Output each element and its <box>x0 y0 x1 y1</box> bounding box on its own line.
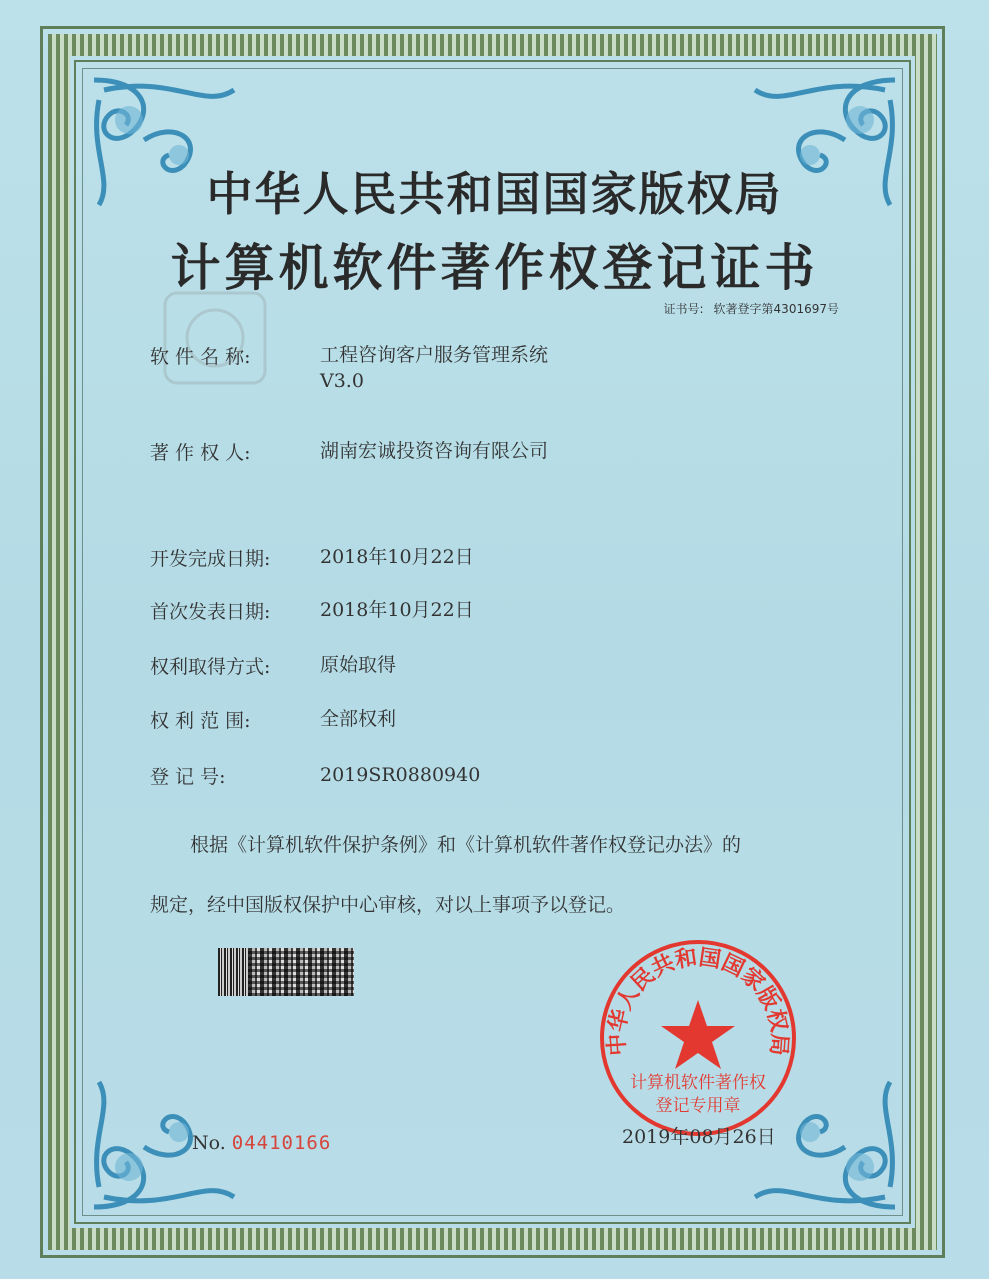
cert-no-value: 软著登字第4301697号 <box>713 302 839 316</box>
field-value: 2018年10月22日 <box>320 599 474 621</box>
field-completion-date <box>150 544 474 571</box>
serial-number-value: 04410166 <box>231 1132 332 1154</box>
field-copyright-owner <box>150 438 548 465</box>
issuing-office-title: 中华人民共和国国家版权局 <box>206 167 783 221</box>
field-rights-scope <box>150 706 396 733</box>
field-value: 2018年10月22日 <box>320 546 474 568</box>
field-value: 原始取得 <box>320 654 397 676</box>
field-label: 著 作 权 人: <box>150 442 251 464</box>
statement-line-1: 根据《计算机软件保护条例》和《计算机软件著作权登记办法》的 <box>190 834 742 856</box>
issue-date: 2019年08月26日 <box>622 1126 776 1148</box>
seal-line-1: 计算机软件著作权 <box>630 1073 766 1093</box>
certificate-number <box>654 300 840 317</box>
field-label: 权利取得方式: <box>150 656 271 678</box>
serial-number <box>192 1132 331 1154</box>
field-value: 工程咨询客户服务管理系统 V3.0 <box>320 344 549 392</box>
field-label: 软 件 名 称: <box>150 346 251 368</box>
seal-line-2: 登记专用章 <box>655 1096 741 1116</box>
field-publication-date <box>150 597 474 624</box>
field-label: 权 利 范 围: <box>150 710 251 732</box>
field-value: 2019SR0880940 <box>320 764 481 786</box>
serial-number-label: No. <box>192 1132 226 1154</box>
statement-line-2: 规定，经中国版权保护中心审核，对以上事项予以登记。 <box>150 894 626 916</box>
field-acquisition-method <box>150 652 396 679</box>
field-label: 首次发表日期: <box>150 601 271 623</box>
field-value: 湖南宏诚投资咨询有限公司 <box>320 440 549 462</box>
official-seal <box>598 938 798 1138</box>
field-software-name <box>150 342 548 394</box>
certificate-title: 计算机软件著作权登记证书 <box>170 239 819 297</box>
field-label: 开发完成日期: <box>150 548 271 570</box>
barcode-matrix <box>248 948 354 996</box>
field-value: 全部权利 <box>320 708 397 730</box>
field-label: 登 记 号: <box>150 766 226 788</box>
barcode-bars <box>218 948 248 996</box>
field-registration-number <box>150 762 480 789</box>
cert-no-label: 证书号: <box>663 302 704 316</box>
barcode-icon <box>218 948 354 996</box>
seal-ring-text: 中华人民共和国国家版权局 <box>604 945 792 1057</box>
